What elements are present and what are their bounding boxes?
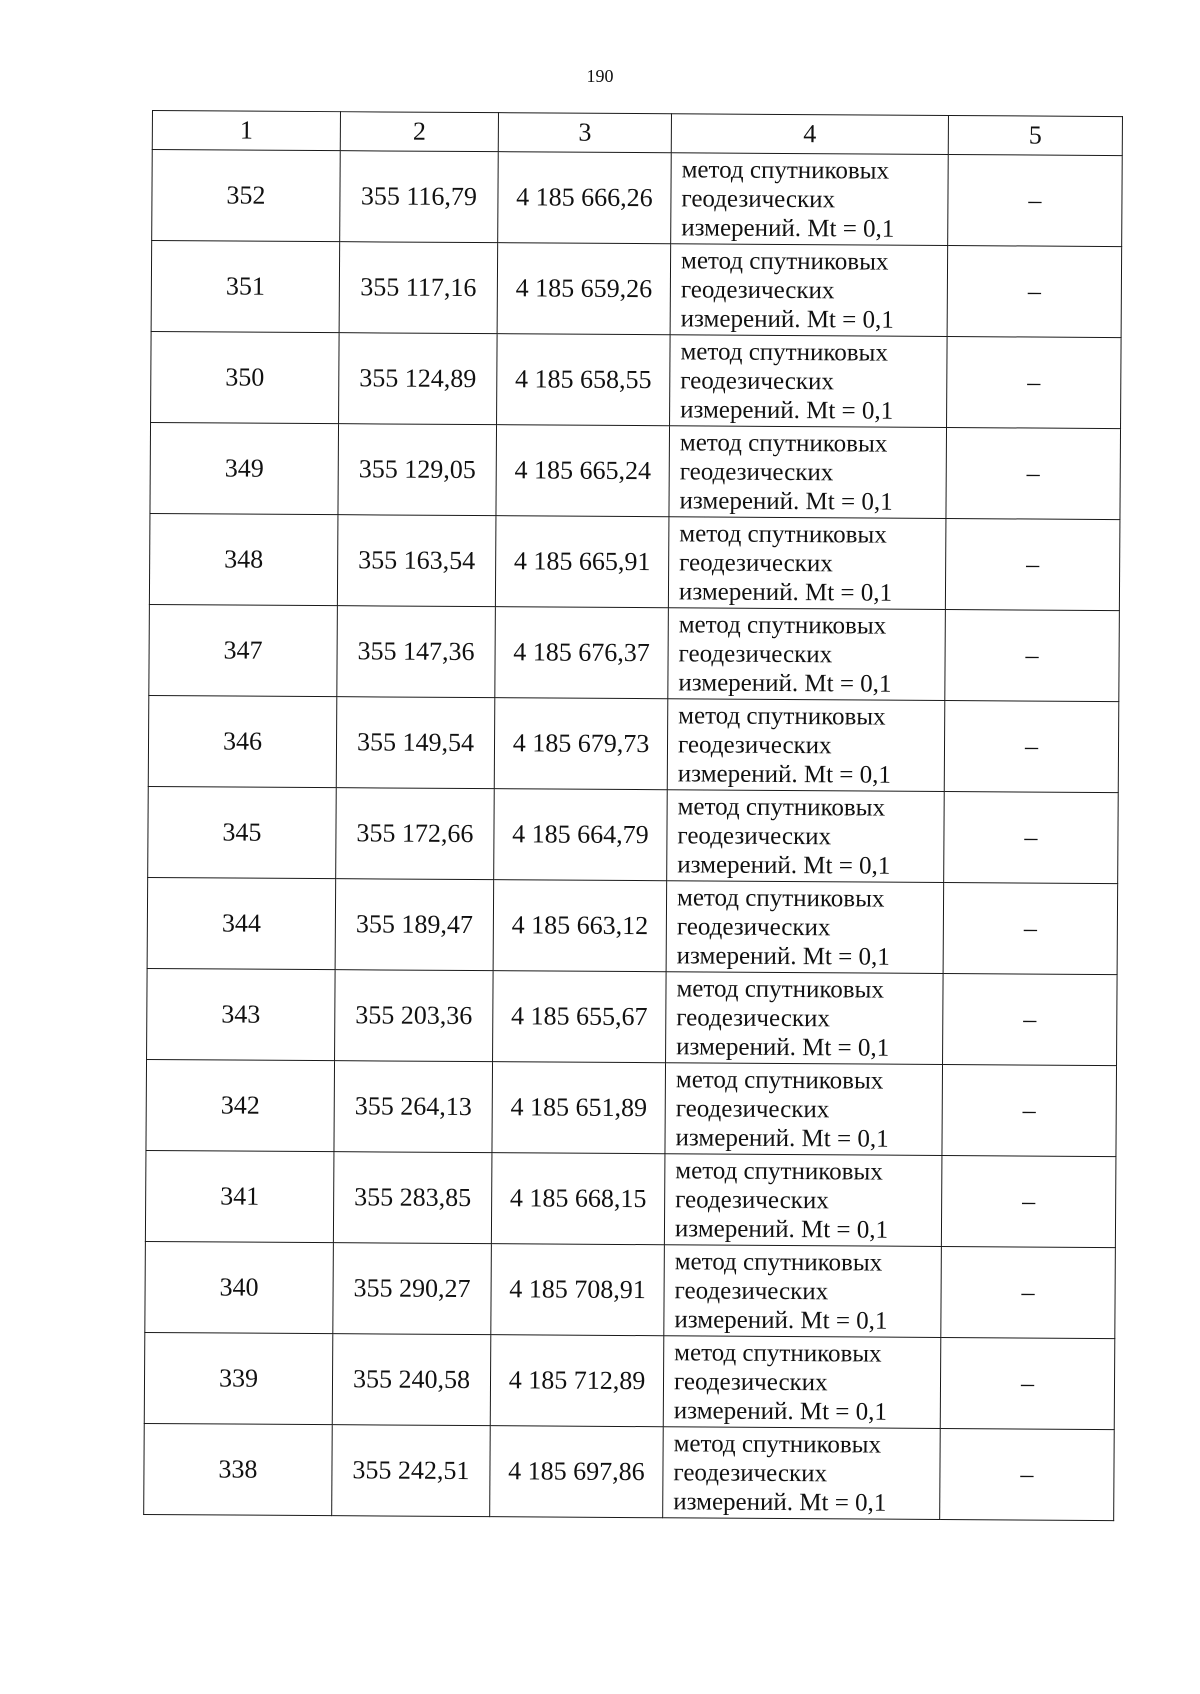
table-row [148,786,1119,883]
table-row [144,1332,1115,1429]
method-line-3: измерений. Mt = 0,1 [676,1032,890,1062]
method-line-3: измерений. Mt = 0,1 [677,759,892,789]
x-coordinate-cell: 355 149,54 [336,697,495,789]
method-cell [665,1063,943,1156]
point-number-cell: 349 [150,422,339,514]
y-coordinate-cell: 4 185 664,79 [494,789,668,881]
method-line-3: измерений. Mt = 0,1 [677,850,891,880]
note-cell: – [947,337,1122,429]
method-line-1: метод спутниковых [679,519,887,549]
x-coordinate-cell: 355 129,05 [338,424,497,516]
x-coordinate-cell: 355 147,36 [337,606,496,698]
note-cell: – [948,155,1123,247]
table-row [149,604,1120,701]
method-line-1: метод спутниковых [674,1338,882,1368]
method-line-1: метод спутниковых [680,246,889,276]
x-coordinate-cell: 355 172,66 [336,788,495,880]
method-line-3: измерений. Mt = 0,1 [678,668,892,698]
x-coordinate-cell: 355 283,85 [333,1152,492,1244]
method-line-2: геодезических [673,1367,828,1396]
method-line-2: геодезических [674,1276,829,1305]
method-line-3: измерений. Mt = 0,1 [680,304,894,334]
point-number-cell: 346 [148,695,337,787]
column-header-1: 1 [152,111,340,151]
method-line-2: геодезических [679,457,834,486]
y-coordinate-cell: 4 185 651,89 [492,1062,666,1154]
y-coordinate-cell: 4 185 655,67 [493,971,667,1063]
x-coordinate-cell: 355 240,58 [332,1334,491,1426]
page-number: 190 [586,66,614,86]
method-line-1: метод спутниковых [680,337,888,367]
table-header-row [152,111,1122,156]
table-row [147,968,1118,1065]
point-number-cell: 352 [152,150,341,242]
method-cell [666,972,944,1065]
y-coordinate-cell: 4 185 666,26 [498,152,672,244]
note-cell: – [943,973,1118,1065]
method-line-3: измерений. Mt = 0,1 [676,941,890,971]
note-cell: – [944,700,1119,792]
method-line-2: геодезических [677,821,832,850]
method-line-1: метод спутниковых [676,883,885,913]
y-coordinate-cell: 4 185 712,89 [490,1335,664,1427]
x-coordinate-cell: 355 189,47 [335,879,494,971]
point-number-cell: 340 [145,1241,334,1333]
y-coordinate-cell: 4 185 668,15 [491,1153,665,1245]
table-row [149,513,1120,610]
method-line-2: геодезических [675,1094,830,1123]
x-coordinate-cell: 355 264,13 [334,1061,493,1153]
coordinates-table [143,110,1123,1521]
note-cell: – [944,791,1119,883]
method-line-1: метод спутниковых [674,1247,883,1277]
point-number-cell: 341 [145,1150,334,1242]
method-line-1: метод спутниковых [677,792,886,822]
note-cell: – [947,246,1122,338]
point-number-cell: 339 [144,1332,333,1424]
method-line-1: метод спутниковых [678,701,886,731]
method-line-3: измерений. Mt = 0,1 [678,577,893,607]
method-line-1: метод спутниковых [673,1429,882,1459]
table-row [147,877,1118,974]
method-line-3: измерений. Mt = 0,1 [673,1487,887,1517]
y-coordinate-cell: 4 185 665,91 [495,516,669,608]
method-cell [666,881,944,974]
method-line-2: геодезических [679,548,833,577]
method-cell [664,1245,942,1338]
note-cell: – [941,1155,1116,1247]
point-number-cell: 338 [144,1423,333,1515]
method-line-3: измерений. Mt = 0,1 [681,213,895,243]
method-line-2: геодезических [676,1003,830,1032]
column-header-5: 5 [948,116,1122,156]
method-line-2: геодезических [677,730,832,759]
table-row [146,1059,1117,1156]
method-cell [668,608,946,701]
method-cell [667,790,945,883]
method-line-2: геодезических [680,366,834,395]
point-number-cell: 351 [151,241,340,333]
x-coordinate-cell: 355 116,79 [340,151,499,243]
point-number-cell: 344 [147,877,336,969]
method-cell [668,517,946,610]
table-row [148,695,1119,792]
method-line-3: измерений. Mt = 0,1 [680,395,894,425]
x-coordinate-cell: 355 124,89 [339,333,498,425]
note-cell: – [946,427,1121,519]
x-coordinate-cell: 355 163,54 [337,515,496,607]
point-number-cell: 345 [148,786,337,878]
y-coordinate-cell: 4 185 676,37 [495,607,669,699]
method-line-2: геодезических [675,1185,829,1214]
column-header-4: 4 [671,114,948,155]
y-coordinate-cell: 4 185 659,26 [497,243,671,335]
table-row [151,241,1122,338]
point-number-cell: 343 [147,968,336,1060]
table-row [144,1423,1115,1520]
note-cell: – [940,1428,1115,1520]
point-number-cell: 347 [149,604,338,696]
method-cell [669,426,947,519]
table-row [145,1241,1116,1338]
y-coordinate-cell: 4 185 708,91 [491,1244,665,1336]
method-cell [670,335,948,428]
note-cell: – [941,1246,1116,1338]
x-coordinate-cell: 355 290,27 [333,1243,492,1335]
method-line-3: измерений. Mt = 0,1 [679,486,893,516]
table-row [152,150,1123,247]
method-line-2: геодезических [676,912,831,941]
method-line-1: метод спутниковых [675,1156,883,1186]
method-cell [664,1154,942,1247]
x-coordinate-cell: 355 117,16 [339,242,498,334]
table-row [145,1150,1116,1247]
method-cell [663,1427,941,1520]
column-header-3: 3 [498,113,671,153]
method-line-2: геодезических [678,639,833,668]
method-line-1: метод спутниковых [675,1065,884,1095]
note-cell: – [940,1337,1115,1429]
method-line-3: измерений. Mt = 0,1 [674,1214,889,1244]
y-coordinate-cell: 4 185 665,24 [496,425,670,517]
method-line-1: метод спутниковых [681,155,890,185]
y-coordinate-cell: 4 185 679,73 [494,698,668,790]
y-coordinate-cell: 4 185 697,86 [490,1426,664,1518]
method-line-2: геодезических [681,184,836,213]
method-line-3: измерений. Mt = 0,1 [675,1123,889,1153]
point-number-cell: 348 [149,513,338,605]
note-cell: – [943,882,1118,974]
x-coordinate-cell: 355 203,36 [335,970,494,1062]
note-cell: – [945,609,1120,701]
method-line-1: метод спутниковых [676,974,884,1004]
column-header-2: 2 [340,112,498,152]
method-cell [670,244,948,337]
x-coordinate-cell: 355 242,51 [332,1425,491,1517]
table-body [144,150,1123,1521]
point-number-cell: 350 [151,331,340,423]
method-line-3: измерений. Mt = 0,1 [674,1305,888,1335]
note-cell: – [942,1064,1117,1156]
method-cell [667,699,945,792]
table-row [150,422,1121,519]
method-line-2: геодезических [680,275,835,304]
point-number-cell: 342 [146,1059,335,1151]
note-cell: – [945,518,1120,610]
method-cell [663,1336,941,1429]
y-coordinate-cell: 4 185 663,12 [493,880,667,972]
method-line-1: метод спутниковых [678,610,887,640]
method-line-1: метод спутниковых [679,428,888,458]
method-cell [671,153,949,246]
table-row [151,331,1122,428]
method-line-3: измерений. Mt = 0,1 [673,1396,887,1426]
y-coordinate-cell: 4 185 658,55 [497,334,671,426]
method-line-2: геодезических [673,1458,828,1487]
